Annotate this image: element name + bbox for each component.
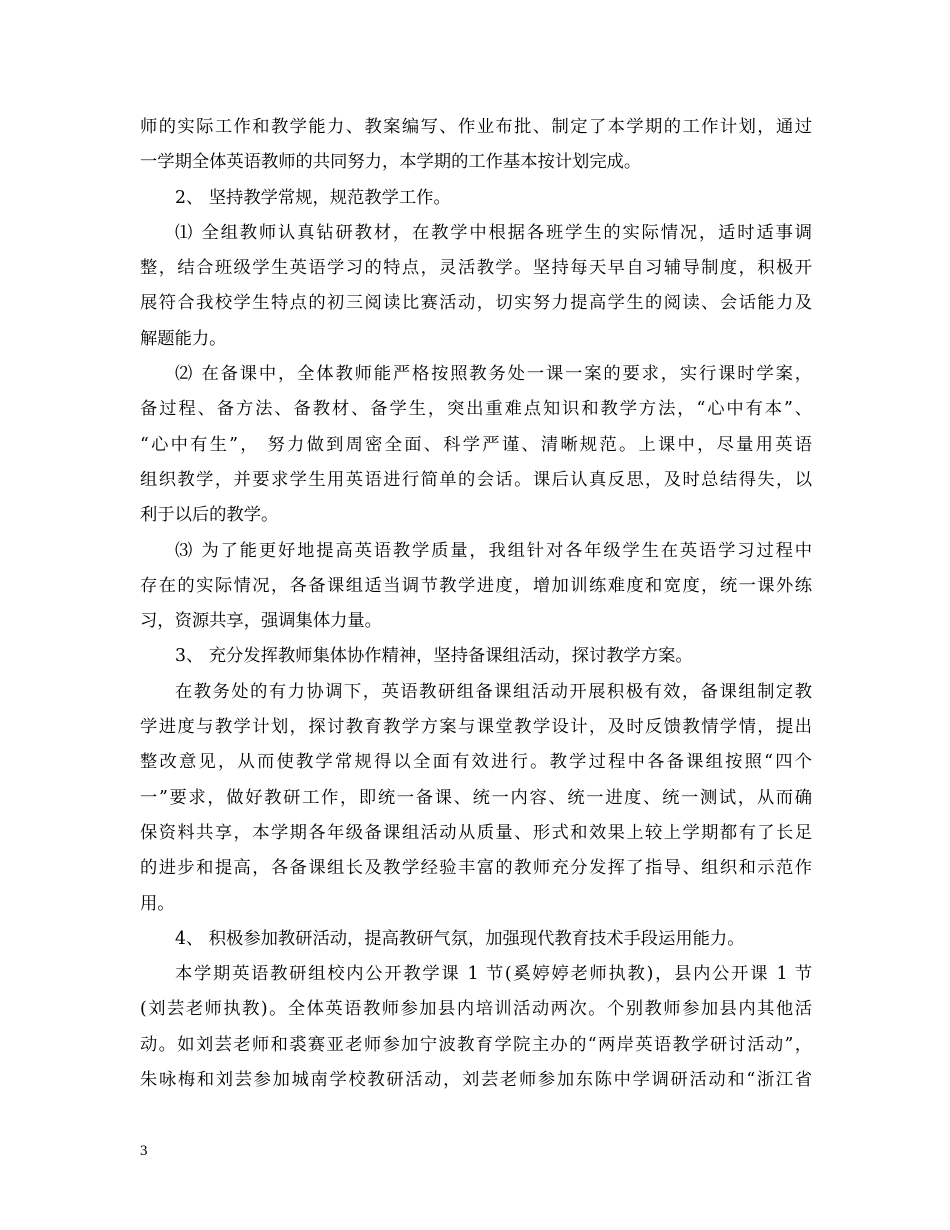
paragraph-line: ⑵ 在备课中，全体教师能严格按照教务处一课一案的要求，实行课时学案， [175,364,812,385]
paragraph-line: 整，结合班级学生英语学习的特点，灵活教学。坚持每天早自习辅导制度，积极开 [140,258,812,279]
paragraph-line: 在教务处的有力协调下，英语教研组备课组活动开展积极有效，备课组制定教 [175,681,812,702]
paragraph-line: 朱咏梅和刘芸参加城南学校教研活动，刘芸老师参加东陈中学调研活动和“浙江省 [140,1070,812,1091]
paragraph-line: 保资料共享，本学期各年级备课组活动从质量、形式和效果上较上学期都有了长足 [140,822,812,843]
paragraph-line: 利于以后的教学。 [140,505,279,526]
section-heading: 3、 充分发挥教师集体协作精神，坚持备课组活动，探讨教学方案。 [175,646,693,667]
paragraph-line: 备过程、备方法、备教材、备学生，突出重难点知识和教学方法，“心中有本”、 [140,399,812,420]
paragraph-line: 学进度与教学计划，探讨教育教学方案与课堂教学设计，及时反馈教情学情，提出 [140,717,812,738]
paragraph-line: 展符合我校学生特点的初三阅读比赛活动，切实努力提高学生的阅读、会话能力及 [140,293,812,314]
paragraph-line: “心中有生”， 努力做到周密全面、科学严谨、清晰规范。上课中，尽量用英语 [140,434,812,455]
paragraph-line: 用。 [140,893,175,914]
paragraph-line: (刘芸老师执教)。全体英语教师参加县内培训活动两次。个别教师参加县内其他活 [140,999,812,1020]
paragraph-line: ⑶ 为了能更好地提高英语教学质量，我组针对各年级学生在英语学习过程中 [175,540,812,561]
paragraph-line: 解题能力。 [140,328,227,349]
paragraph-line: ⑴ 全组教师认真钻研教材，在教学中根据各班学生的实际情况，适时适事调 [175,222,812,243]
page-number: 3 [140,1143,148,1159]
paragraph-line: 整改意见，从而使教学常规得以全面有效进行。教学过程中各备课组按照“四个 [140,752,812,773]
section-heading: 4、 积极参加教研活动，提高教研气氛，加强现代教育技术手段运用能力。 [175,928,745,949]
paragraph-line: 的进步和提高，各备课组长及教学经验丰富的教师充分发挥了指导、组织和示范作 [140,858,812,879]
section-heading: 2、 坚持教学常规，规范教学工作。 [175,187,451,208]
paragraph-line: 一学期全体英语教师的共同努力，本学期的工作基本按计划完成。 [140,152,642,173]
paragraph-line: 动。如刘芸老师和裘赛亚老师参加宁波教育学院主办的“两岸英语教学研讨活动”， [140,1034,812,1055]
paragraph-line: 师的实际工作和教学能力、教案编写、作业布批、制定了本学期的工作计划，通过 [140,117,812,137]
paragraph-line: 存在的实际情况，各备课组适当调节教学进度，增加训练难度和宽度，统一课外练 [140,575,812,596]
paragraph-line: 一”要求，做好教研工作，即统一备课、统一内容、统一进度、统一测试，从而确 [140,787,812,808]
body-text [140,110,812,1098]
paragraph-line: 组织教学，并要求学生用英语进行简单的会话。课后认真反思，及时总结得失，以 [140,469,812,490]
paragraph-line: 习，资源共享，强调集体力量。 [140,611,382,632]
paragraph-line: 本学期英语教研组校内公开教学课 1 节(奚婷婷老师执教)，县内公开课 1 节 [175,964,812,985]
